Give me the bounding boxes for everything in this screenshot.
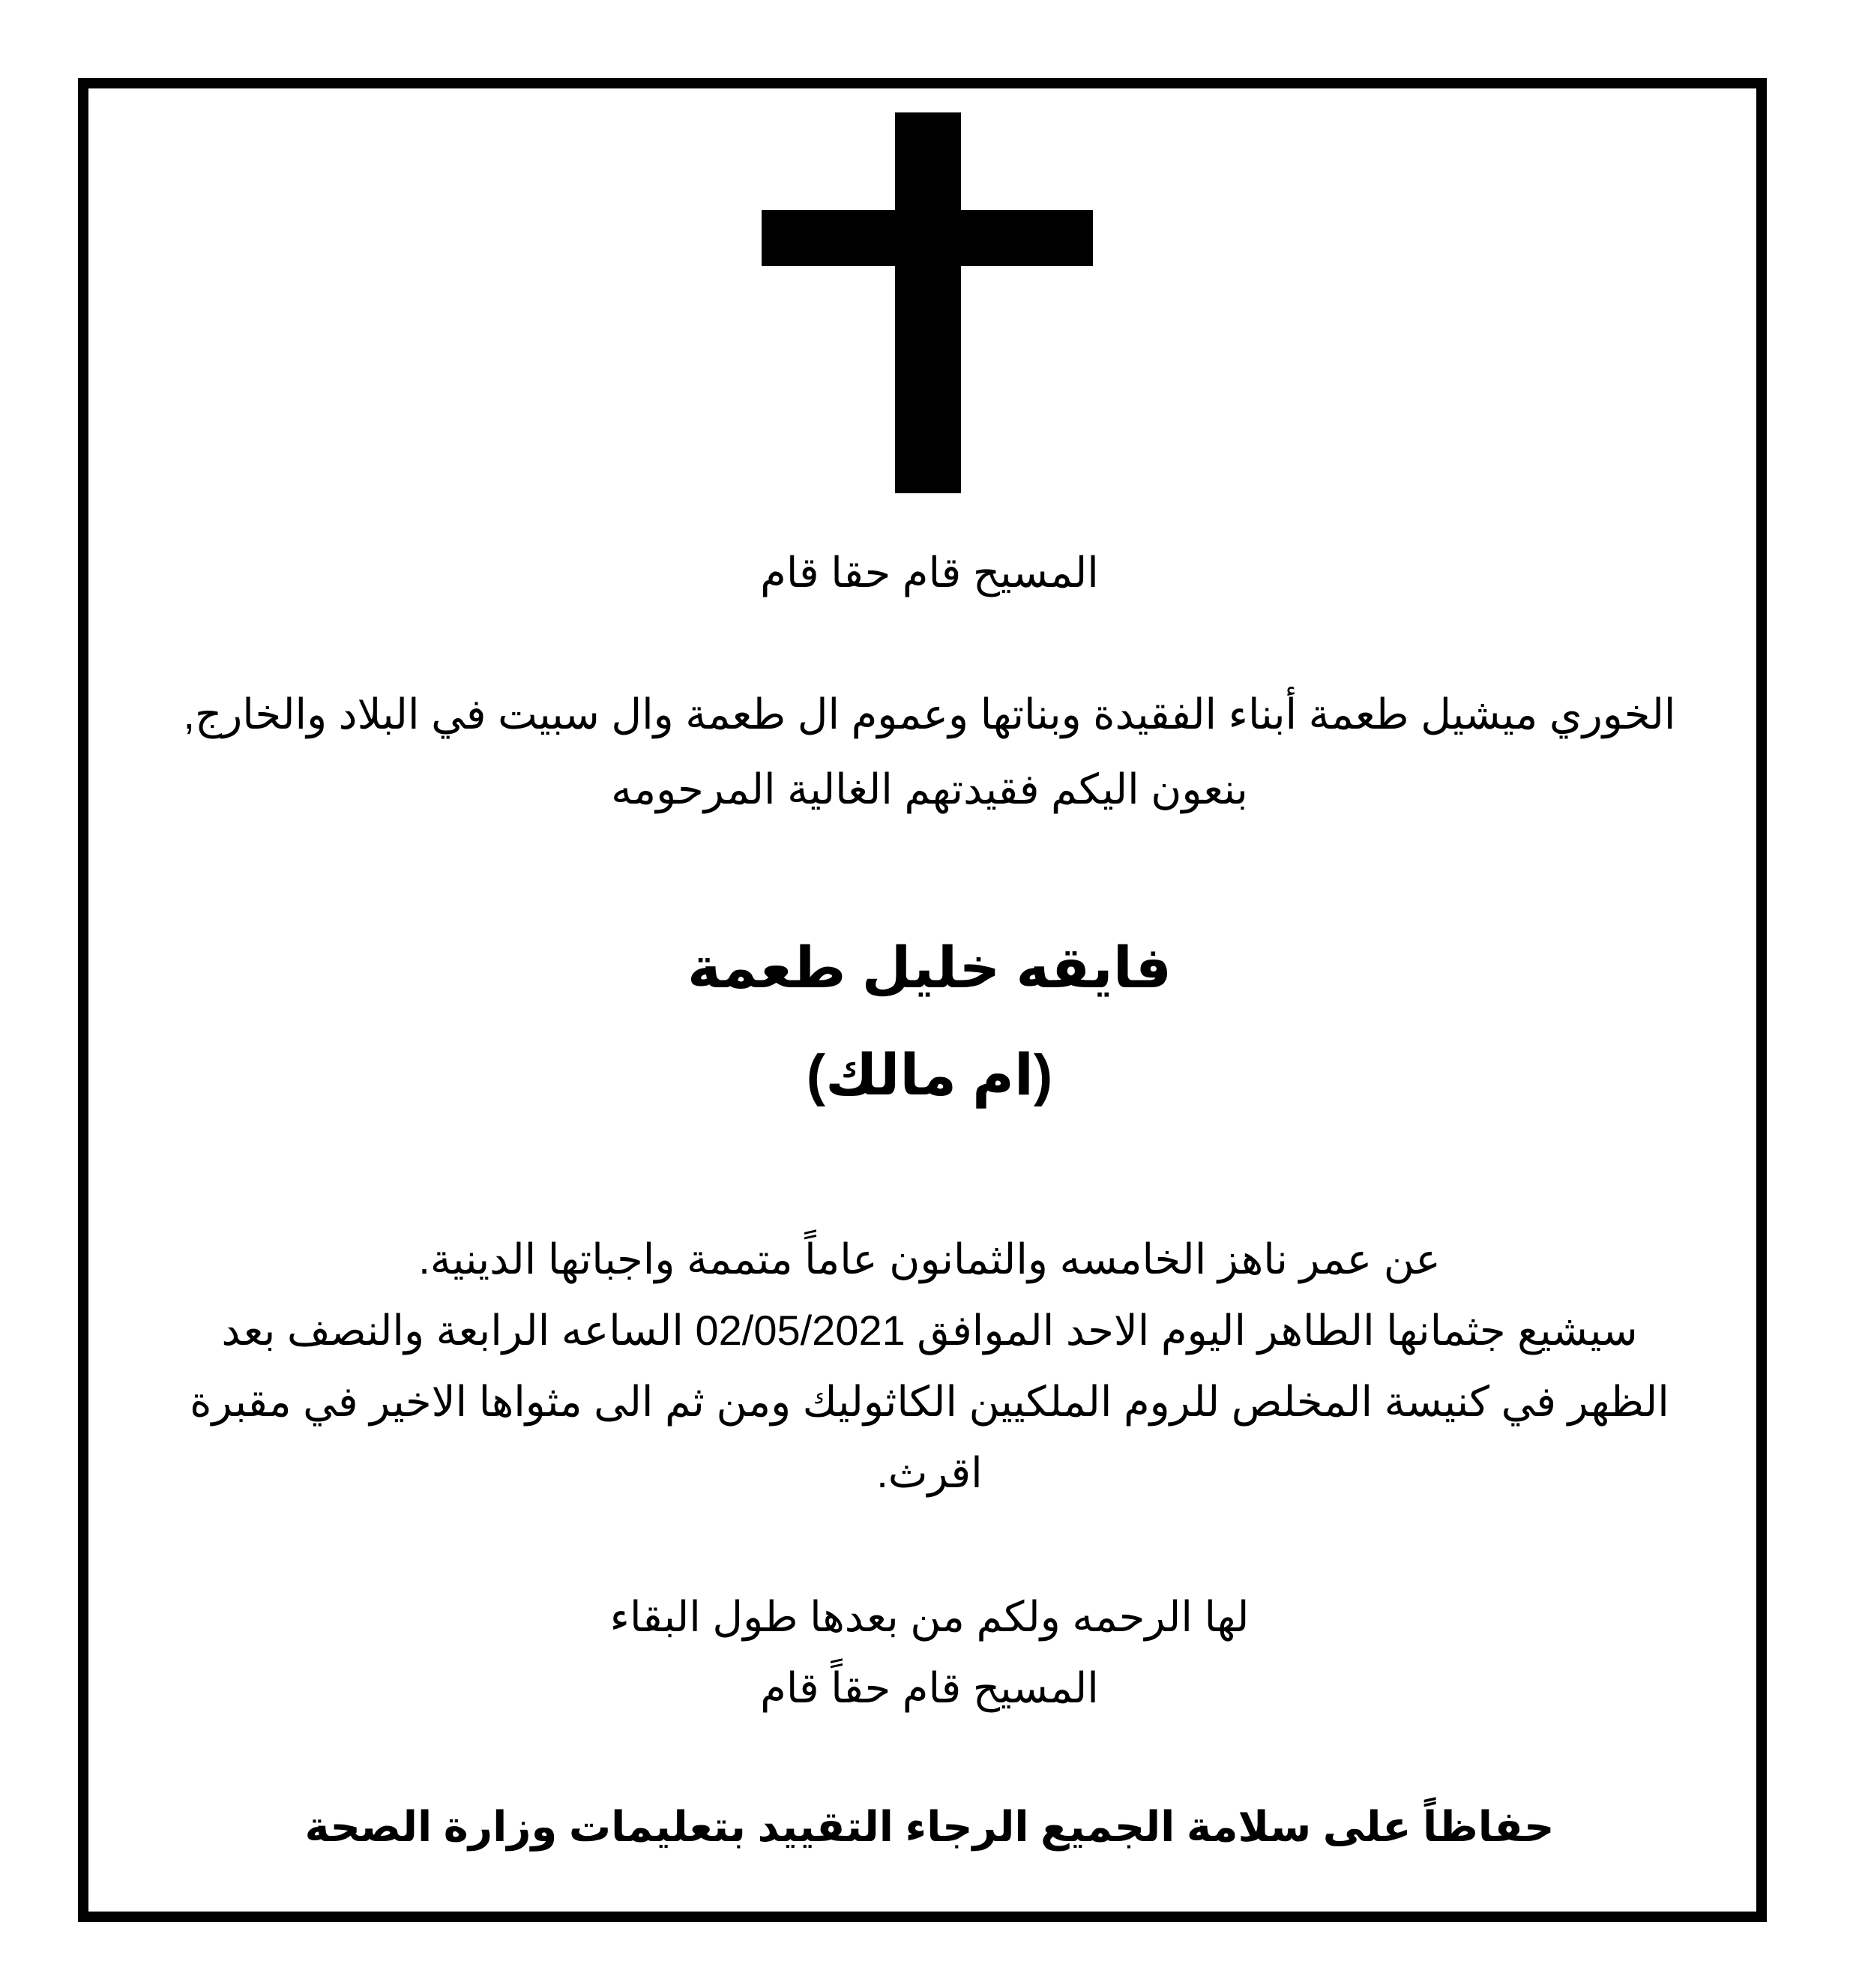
details-line-3: الظهر في كنيسة المخلص للروم الملكيين الكاثوليك ومن ثم الى مثواها الاخير في مقبرة — [190, 1378, 1669, 1425]
announcers-line-2: بنعون اليكم فقيدتهم الغالية المرحومه — [611, 765, 1248, 813]
cross-vertical-bar — [895, 112, 961, 493]
details-line-1: عن عمر ناهز الخامسه والثمانون عاماً متممة واجباتها الدينية. — [418, 1235, 1441, 1283]
announcers-line-1: الخوري ميشيل طعمة أبناء الفقيدة وبناتها وعموم ال طعمة وال سبيت في البلاد والخارج, — [183, 690, 1676, 738]
cross-horizontal-bar — [762, 210, 1093, 266]
details-line-4: اقرث. — [876, 1449, 983, 1496]
deceased-nickname: (ام مالك) — [806, 1043, 1053, 1107]
deceased-name: فايقه خليل طعمة — [687, 936, 1172, 1000]
condolence-line-1: لها الرحمه ولكم من بعدها طول البقاء — [609, 1593, 1250, 1640]
health-notice: حفاظاً على سلامة الجميع الرجاء التقييد بتعليمات وزارة الصحة — [304, 1803, 1555, 1850]
condolence-line-2: المسيح قام حقاً قام — [760, 1664, 1099, 1711]
cross-icon — [762, 112, 1093, 493]
details-line-2: سيشيع جثمانها الطاهر اليوم الاحد الموافق 02/05/2021 الساعه الرابعة والنصف بعد — [221, 1307, 1638, 1354]
opening-phrase: المسيح قام حقا قام — [760, 549, 1099, 596]
